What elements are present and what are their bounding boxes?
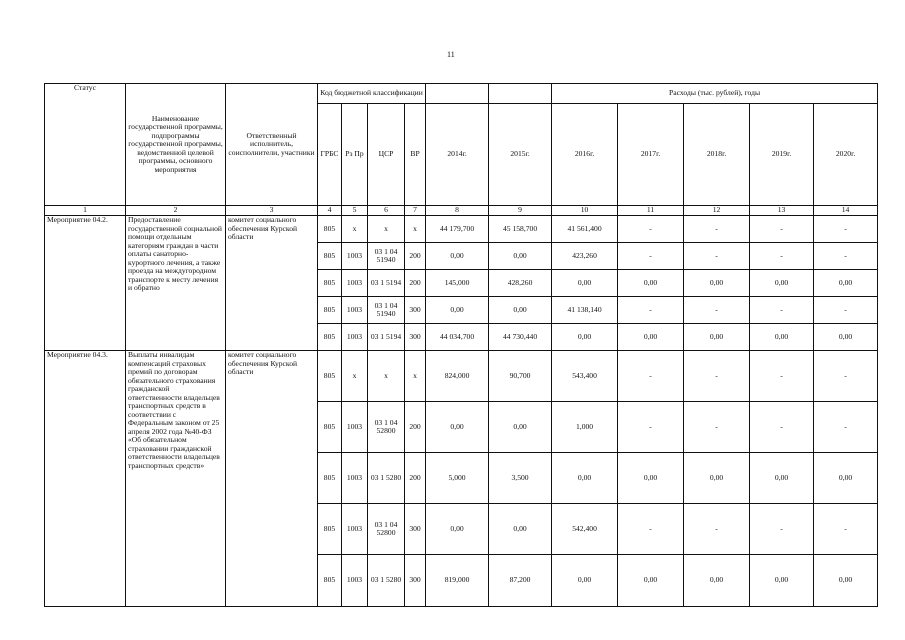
column-number: 3 (226, 206, 318, 216)
expense-cell: 543,400 (552, 351, 618, 402)
grbs-cell: 805 (318, 351, 342, 402)
expense-cell: 542,400 (552, 504, 618, 555)
rzpr-cell: 1003 (342, 297, 368, 324)
vr-cell: 300 (405, 555, 426, 607)
expense-cell: 0,00 (814, 270, 878, 297)
header-year: 2015г. (489, 104, 552, 206)
column-number: 10 (552, 206, 618, 216)
expense-cell: 0,00 (684, 453, 750, 504)
csr-cell: x (368, 351, 405, 402)
header-status: Статус (45, 84, 126, 206)
table-row (45, 216, 878, 243)
header-vr: ВР (405, 104, 426, 206)
expense-cell: 0,00 (489, 402, 552, 453)
expense-cell: 0,00 (426, 402, 489, 453)
header-expenses: Расходы (тыс. рублей), годы (552, 84, 878, 104)
expense-cell: - (814, 351, 878, 402)
vr-cell: x (405, 351, 426, 402)
grbs-cell: 805 (318, 270, 342, 297)
measure-name: Предоставление государственной социальной помощи отдельным категориям граждан в части оплаты санаторно-курортного лечения, а также проезда на междугородном транспорте к месту лечения и обратно (126, 216, 226, 351)
expense-cell: 3,500 (489, 453, 552, 504)
expense-cell: 0,00 (814, 555, 878, 607)
csr-cell: x (368, 216, 405, 243)
grbs-cell: 805 (318, 324, 342, 351)
expense-cell: 0,00 (489, 297, 552, 324)
expense-cell: 0,00 (618, 270, 684, 297)
table-body (45, 216, 878, 607)
rzpr-cell: 1003 (342, 324, 368, 351)
header-rzpr: Рз Пр (342, 104, 368, 206)
expense-cell: 0,00 (814, 453, 878, 504)
expense-cell: 90,700 (489, 351, 552, 402)
header-year: 2016г. (552, 104, 618, 206)
column-number: 2 (126, 206, 226, 216)
expense-cell: - (618, 351, 684, 402)
rzpr-cell: 1003 (342, 555, 368, 607)
rzpr-cell: x (342, 216, 368, 243)
expense-cell: - (750, 216, 814, 243)
grbs-cell: 805 (318, 402, 342, 453)
rzpr-cell: 1003 (342, 270, 368, 297)
vr-cell: 200 (405, 453, 426, 504)
expense-cell: - (684, 243, 750, 270)
expense-cell: 0,00 (552, 324, 618, 351)
expense-cell: 0,00 (489, 243, 552, 270)
expense-cell: 428,260 (489, 270, 552, 297)
column-number: 4 (318, 206, 342, 216)
expense-cell: - (684, 504, 750, 555)
column-number: 1 (45, 206, 126, 216)
expense-cell: 824,000 (426, 351, 489, 402)
vr-cell: 300 (405, 324, 426, 351)
csr-cell: 03 1 04 52800 (368, 402, 405, 453)
expense-cell: 5,000 (426, 453, 489, 504)
grbs-cell: 805 (318, 504, 342, 555)
expense-cell: 0,00 (684, 270, 750, 297)
vr-cell: 200 (405, 270, 426, 297)
expense-cell: 0,00 (426, 504, 489, 555)
expense-cell: 44 730,440 (489, 324, 552, 351)
vr-cell: 300 (405, 504, 426, 555)
expense-cell: - (618, 216, 684, 243)
csr-cell: 03 1 5280 (368, 453, 405, 504)
expense-cell: 0,00 (552, 555, 618, 607)
expense-cell: - (684, 216, 750, 243)
csr-cell: 03 1 5194 (368, 324, 405, 351)
rzpr-cell: 1003 (342, 453, 368, 504)
expense-cell: 0,00 (750, 453, 814, 504)
csr-cell: 03 1 04 51940 (368, 243, 405, 270)
expense-cell: - (618, 504, 684, 555)
measure-responsible: комитет социального обеспечения Курской области (226, 216, 318, 351)
header-responsible: Ответственный исполнитель, соисполнители, участники (226, 84, 318, 206)
expense-cell: - (750, 351, 814, 402)
expense-cell: 0,00 (552, 270, 618, 297)
expense-cell: - (814, 243, 878, 270)
rzpr-cell: 1003 (342, 504, 368, 555)
column-number: 11 (618, 206, 684, 216)
expense-cell: - (684, 402, 750, 453)
expense-cell: 0,00 (750, 270, 814, 297)
expense-cell: 45 158,700 (489, 216, 552, 243)
expense-cell: - (618, 297, 684, 324)
header-csr: ЦСР (368, 104, 405, 206)
header-blank-1 (426, 84, 489, 104)
grbs-cell: 805 (318, 555, 342, 607)
expense-cell: 0,00 (750, 555, 814, 607)
table-row (45, 351, 878, 402)
expense-cell: - (684, 297, 750, 324)
csr-cell: 03 1 5280 (368, 555, 405, 607)
expense-cell: - (750, 504, 814, 555)
expense-cell: 0,00 (618, 453, 684, 504)
expense-cell: 0,00 (618, 555, 684, 607)
csr-cell: 03 1 04 52800 (368, 504, 405, 555)
measure-responsible: комитет социального обеспечения Курской области (226, 351, 318, 607)
grbs-cell: 805 (318, 216, 342, 243)
csr-cell: 03 1 5194 (368, 270, 405, 297)
page-number: 11 (447, 50, 455, 59)
expense-cell: 0,00 (426, 297, 489, 324)
expense-cell: - (618, 243, 684, 270)
expense-cell: - (750, 297, 814, 324)
expense-cell: 0,00 (618, 324, 684, 351)
column-number: 6 (368, 206, 405, 216)
header-blank-2 (489, 84, 552, 104)
column-number: 12 (684, 206, 750, 216)
expense-cell: 87,200 (489, 555, 552, 607)
measure-status: Мероприятие 04.2. (45, 216, 126, 351)
rzpr-cell: 1003 (342, 402, 368, 453)
expense-cell: - (814, 504, 878, 555)
column-number: 13 (750, 206, 814, 216)
budget-table (44, 83, 878, 607)
expense-cell: 0,00 (426, 243, 489, 270)
column-number-row (45, 206, 878, 216)
column-number: 8 (426, 206, 489, 216)
vr-cell: 300 (405, 297, 426, 324)
column-number: 7 (405, 206, 426, 216)
vr-cell: 200 (405, 402, 426, 453)
expense-cell: 41 561,400 (552, 216, 618, 243)
grbs-cell: 805 (318, 243, 342, 270)
csr-cell: 03 1 04 51940 (368, 297, 405, 324)
expense-cell: - (750, 402, 814, 453)
grbs-cell: 805 (318, 453, 342, 504)
header-year: 2020г. (814, 104, 878, 206)
column-number: 9 (489, 206, 552, 216)
expense-cell: 44 179,700 (426, 216, 489, 243)
expense-cell: 0,00 (750, 324, 814, 351)
rzpr-cell: x (342, 351, 368, 402)
expense-cell: 0,00 (489, 504, 552, 555)
expense-cell: 0,00 (814, 324, 878, 351)
rzpr-cell: 1003 (342, 243, 368, 270)
column-number: 14 (814, 206, 878, 216)
grbs-cell: 805 (318, 297, 342, 324)
measure-status: Мероприятие 04.3. (45, 351, 126, 607)
expense-cell: 0,00 (552, 453, 618, 504)
expense-cell: 145,000 (426, 270, 489, 297)
expense-cell: 44 034,700 (426, 324, 489, 351)
expense-cell: - (814, 297, 878, 324)
expense-cell: 819,000 (426, 555, 489, 607)
vr-cell: x (405, 216, 426, 243)
expense-cell: - (814, 216, 878, 243)
header-year: 2019г. (750, 104, 814, 206)
header-year: 2017г. (618, 104, 684, 206)
expense-cell: 41 138,140 (552, 297, 618, 324)
expense-cell: - (684, 351, 750, 402)
expense-cell: 1,000 (552, 402, 618, 453)
expense-cell: 423,260 (552, 243, 618, 270)
header-budget-code: Код бюджетной классификации (318, 84, 426, 104)
expense-cell: 0,00 (684, 555, 750, 607)
column-number: 5 (342, 206, 368, 216)
header-name: Наименование государственной программы, подпрограммы государственной программы, ведомственной целевой программы, основного мероприятия (126, 84, 226, 206)
vr-cell: 200 (405, 243, 426, 270)
header-year: 2018г. (684, 104, 750, 206)
expense-cell: - (618, 402, 684, 453)
header-grbs: ГРБС (318, 104, 342, 206)
expense-cell: - (814, 402, 878, 453)
expense-cell: 0,00 (684, 324, 750, 351)
measure-name: Выплаты инвалидам компенсаций страховых премий по договорам обязательного страхования гражданской ответственности владельцев транспортных средств в соответствии с Федеральным законом от 25 апреля 2002 года №40-ФЗ «Об обязательном страховании гражданской ответственности владельцев транспортных средств» (126, 351, 226, 607)
expense-cell: - (750, 243, 814, 270)
header-year: 2014г. (426, 104, 489, 206)
